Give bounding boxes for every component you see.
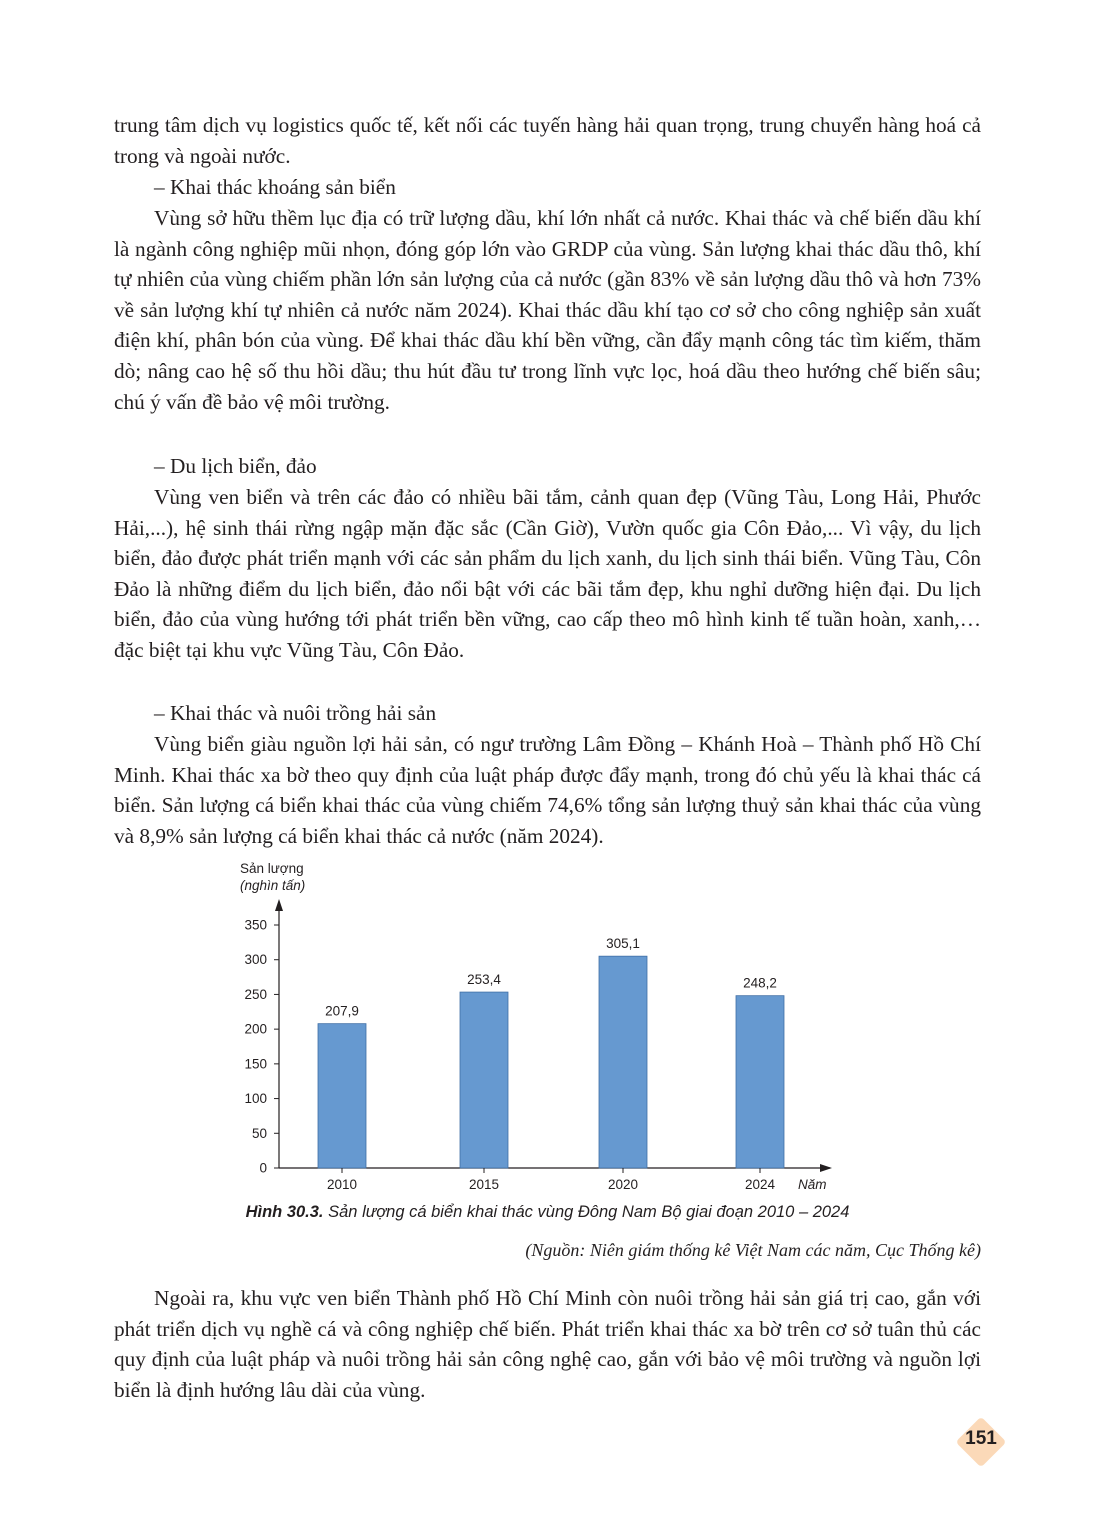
bar-value-label: 207,9: [325, 1003, 359, 1019]
figure-caption: [114, 1203, 981, 1222]
y-ticks: [244, 918, 279, 1176]
figure-source: (Nguồn: Niên giám thống kê Việt Nam các năm, Cục Thống kê): [525, 1240, 981, 1260]
x-tick-label: 2015: [468, 1177, 500, 1192]
bar: [460, 992, 508, 1168]
bars: [318, 936, 784, 1168]
page-number: 151: [965, 1428, 997, 1449]
y-axis-arrow: [275, 899, 283, 911]
paragraph-aquaculture: Ngoài ra, khu vực ven biển Thành phố Hồ Chí Minh còn nuôi trồng hải sản giá trị cao, gắn với phát triển dịch vụ nghề cá và công nghiệp chế biến. Phát triển khai thác xa bờ trên cơ sở tuân thủ các quy định của luật pháp và nuôi trồng hải sản công nghệ cao, gắn với bảo vệ môi trường và nguồn lợi biển là định hướng lâu dài của vùng.: [114, 1286, 981, 1402]
y-tick-label: 350: [244, 917, 267, 933]
x-ticks: [327, 1168, 776, 1192]
y-tick-label: 0: [259, 1160, 267, 1176]
y-tick-label: 50: [251, 1125, 267, 1141]
page-number-badge: [955, 1416, 1007, 1468]
bar-value-label: 253,4: [467, 972, 501, 988]
bar-value-label: 305,1: [606, 936, 640, 952]
paragraph-oil-gas: Vùng sở hữu thềm lục địa có trữ lượng dầu, khí lớn nhất cả nước. Khai thác và chế biến dầu khí là ngành công nghiệp mũi nhọn, đóng góp lớn vào GRDP của vùng. Sản lượng khai thác dầu thô, khí tự nhiên của vùng chiếm phần lớn sản lượng của cả nước (gần 83% về sản lượng dầu thô và hơn 73% về sản lượng khí tự nhiên cả nước năm 2024). Khai thác dầu khí tạo cơ sở cho công nghiệp sản xuất điện khí, phân bón của vùng. Để khai thác dầu khí bền vững, cần đẩy mạnh công tác tìm kiếm, thăm dò; nâng cao hệ số thu hồi dầu; thu hút đầu tư trong lĩnh vực lọc, hoá dầu theo hướng chế biến sâu; chú ý vấn đề bảo vệ môi trường.: [114, 206, 981, 414]
paragraph-logistics: trung tâm dịch vụ logistics quốc tế, kết nối các tuyến hàng hải quan trọng, trung chuyển hàng hoá cả trong và ngoài nước.: [114, 113, 981, 168]
bar-chart: [200, 855, 860, 1200]
y-tick-label: 250: [244, 986, 267, 1002]
y-axis-unit: (nghìn tấn): [240, 878, 306, 893]
y-tick-label: 300: [244, 952, 267, 968]
figure-caption-text: Sản lượng cá biển khai thác vùng Đông Nam Bộ giai đoạn 2010 – 2024: [328, 1203, 850, 1221]
x-tick-label: 2020: [607, 1177, 639, 1192]
heading-fisheries: – Khai thác và nuôi trồng hải sản: [154, 701, 437, 725]
paragraph-fisheries: Vùng biển giàu nguồn lợi hải sản, có ngư trường Lâm Đồng – Khánh Hoà – Thành phố Hồ Chí Minh. Khai thác xa bờ theo quy định của luật pháp được đẩy mạnh, trong đó chủ yếu là khai thác cá biển. Sản lượng cá biển khai thác của vùng chiếm 74,6% tổng sản lượng thuỷ sản khai thác của vùng và 8,9% sản lượng cá biển khai thác cả nước (năm 2024).: [114, 732, 981, 848]
figure-label: Hình 30.3.: [245, 1203, 324, 1221]
x-axis-label: Năm: [798, 1177, 827, 1192]
bar: [599, 956, 647, 1168]
heading-mineral-mining: – Khai thác khoáng sản biển: [154, 175, 396, 199]
x-tick-label: 2010: [326, 1177, 358, 1192]
y-tick-label: 200: [244, 1021, 267, 1037]
x-axis-arrow: [820, 1164, 832, 1172]
bar-value-label: 248,2: [743, 975, 777, 991]
y-tick-label: 150: [244, 1056, 267, 1072]
paragraph-tourism: Vùng ven biển và trên các đảo có nhiều bãi tắm, cảnh quan đẹp (Vũng Tàu, Long Hải, Phước Hải,...), hệ sinh thái rừng ngập mặn đặc sắc (Cần Giờ), Vườn quốc gia Côn Đảo,... Vì vậy, du lịch biển, đảo được phát triển mạnh với các sản phẩm du lịch xanh, du lịch sinh thái biển. Vũng Tàu, Côn Đảo là những điểm du lịch biển, đảo nổi bật với các bãi tắm đẹp, khu nghỉ dưỡng hiện đại. Du lịch biển, đảo của vùng hướng tới phát triển bền vững, cao cấp theo mô hình kinh tế tuần hoàn, xanh,… đặc biệt tại khu vực Vũng Tàu, Côn Đảo.: [114, 485, 981, 662]
x-tick-label: 2024: [744, 1177, 776, 1192]
heading-sea-tourism: – Du lịch biển, đảo: [154, 454, 317, 478]
y-tick-label: 100: [244, 1091, 267, 1107]
bar: [736, 996, 784, 1168]
bar: [318, 1024, 366, 1168]
y-axis-label: Sản lượng: [240, 861, 304, 876]
